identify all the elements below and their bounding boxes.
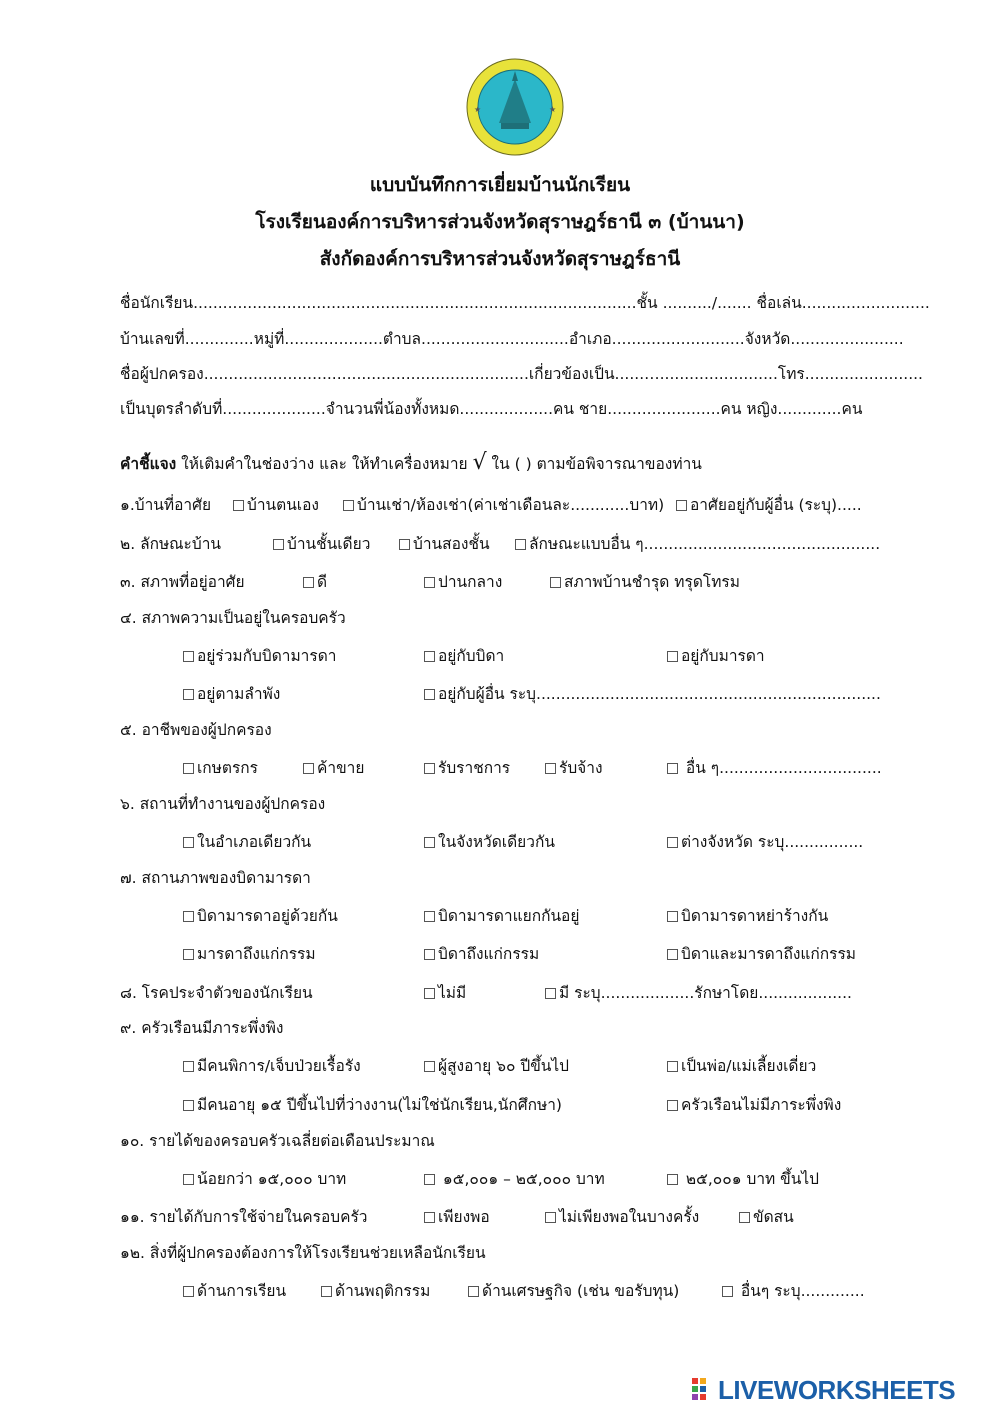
checkbox[interactable] (233, 500, 244, 511)
q12-label: ๑๒. สิ่งที่ผู้ปกครองต้องการให้โรงเรียนช่วยเหลือนักเรียน (120, 1244, 486, 1262)
q1-option-3[interactable]: อาศัยอยู่กับผู้อื่น (ระบุ)..... (676, 492, 862, 517)
q7-option-6[interactable]: บิดาและมารดาถึงแก่กรรม (667, 941, 856, 966)
instruction-text: ให้เติมคำในช่องว่าง และ ให้ทำเครื่องหมาย (181, 455, 468, 473)
address-line[interactable]: บ้านเลขที่..............หมู่ที่....................ตำบล..............................อำเภอ...........................จังหวัด....................... (120, 330, 904, 348)
checkbox[interactable] (183, 651, 194, 662)
instruction-text-2: ใน ( ) ตามข้อพิจารณาของท่าน (491, 455, 702, 473)
q6-option-3[interactable]: ต่างจังหวัด ระบุ................ (667, 829, 863, 854)
checkbox[interactable] (667, 911, 678, 922)
q5-option-4[interactable]: รับจ้าง (545, 755, 603, 780)
q3-option-3[interactable]: สภาพบ้านชำรุด ทรุดโทรม (550, 569, 740, 594)
q9-option-4[interactable]: มีคนอายุ ๑๕ ปีขึ้นไปที่ว่างงาน(ไม่ใช่นักเรียน,นักศึกษา) (183, 1092, 562, 1117)
q1-option-2[interactable]: บ้านเช่า/ห้องเช่า(ค่าเช่าเดือนละ............บาท) (343, 492, 664, 517)
checkbox[interactable] (424, 1212, 435, 1223)
checkmark-icon: √ (472, 450, 487, 475)
checkbox[interactable] (424, 949, 435, 960)
school-seal-icon (465, 57, 565, 157)
checkbox[interactable] (424, 837, 435, 848)
checkbox[interactable] (424, 577, 435, 588)
q9-option-3[interactable]: เป็นพ่อ/แม่เลี้ยงเดี่ยว (667, 1053, 816, 1078)
checkbox[interactable] (667, 651, 678, 662)
q10-option-2[interactable]: ๑๕,๐๐๑ – ๒๕,๐๐๐ บาท (424, 1166, 605, 1191)
checkbox[interactable] (183, 1061, 194, 1072)
affiliation: สังกัดองค์การบริหารส่วนจังหวัดสุราษฎร์ธานี (319, 248, 681, 270)
q10-option-1[interactable]: น้อยกว่า ๑๕,๐๐๐ บาท (183, 1166, 346, 1191)
q11-option-1[interactable]: เพียงพอ (424, 1204, 490, 1229)
checkbox[interactable] (424, 689, 435, 700)
q2-label: ๒. ลักษณะบ้าน (120, 535, 222, 553)
q11-option-2[interactable]: ไม่เพียงพอในบางครั้ง (545, 1204, 699, 1229)
q2-option-2[interactable]: บ้านสองชั้น (399, 531, 490, 556)
checkbox[interactable] (667, 949, 678, 960)
checkbox[interactable] (321, 1286, 332, 1297)
q5-option-1[interactable]: เกษตรกร (183, 755, 258, 780)
checkbox[interactable] (667, 1061, 678, 1072)
liveworksheets-logo-icon (692, 1378, 714, 1404)
checkbox[interactable] (468, 1286, 479, 1297)
q5-option-3[interactable]: รับราชการ (424, 755, 510, 780)
q4-option-1[interactable]: อยู่ร่วมกับบิดามารดา (183, 643, 337, 668)
q6-label: ๖. สถานที่ทำงานของผู้ปกครอง (120, 795, 326, 813)
q9-option-1[interactable]: มีคนพิการ/เจ็บป่วยเรื้อรัง (183, 1053, 361, 1078)
q6-option-1[interactable]: ในอำเภอเดียวกัน (183, 829, 311, 854)
instruction (120, 450, 702, 476)
q1-label: ๑.บ้านที่อาศัย (120, 496, 212, 514)
q4-option-3[interactable]: อยู่กับมารดา (667, 643, 765, 668)
form-title: แบบบันทึกการเยี่ยมบ้านนักเรียน (369, 174, 631, 196)
checkbox[interactable] (303, 763, 314, 774)
q5-option-5[interactable]: อื่น ๆ................................. (667, 755, 882, 780)
checkbox[interactable] (183, 911, 194, 922)
q11-option-3[interactable]: ขัดสน (739, 1204, 794, 1229)
checkbox[interactable] (515, 539, 526, 550)
checkbox[interactable] (424, 911, 435, 922)
q4-option-4[interactable]: อยู่ตามลำพัง (183, 681, 280, 706)
q12-option-4[interactable]: อื่นๆ ระบุ............. (722, 1278, 865, 1303)
q9-label: ๙. ครัวเรือนมีภาระพึ่งพิง (120, 1019, 284, 1037)
q12-option-3[interactable]: ด้านเศรษฐกิจ (เช่น ขอรับทุน) (468, 1278, 679, 1303)
checkbox[interactable] (676, 500, 687, 511)
q2-option-3[interactable]: ลักษณะแบบอื่น ๆ................................................ (515, 531, 880, 556)
q8-option-1[interactable]: ไม่มี (424, 980, 466, 1005)
checkbox[interactable] (303, 577, 314, 588)
watermark-text: LIVEWORKSHEETS (718, 1375, 956, 1405)
checkbox[interactable] (545, 763, 556, 774)
q2-option-1[interactable]: บ้านชั้นเดียว (273, 531, 370, 556)
checkbox[interactable] (424, 1174, 435, 1185)
q7-option-5[interactable]: บิดาถึงแก่กรรม (424, 941, 539, 966)
checkbox[interactable] (183, 763, 194, 774)
q3-option-2[interactable]: ปานกลาง (424, 569, 502, 594)
guardian-line[interactable]: ชื่อผู้ปกครอง..................................................................เกี่ยวข้องเป็น......…........................โทร........................ (120, 365, 923, 383)
q6-option-2[interactable]: ในจังหวัดเดียวกัน (424, 829, 555, 854)
q5-option-2[interactable]: ค้าขาย (303, 755, 364, 780)
checkbox[interactable] (550, 577, 561, 588)
q10-label: ๑๐. รายได้ของครอบครัวเฉลี่ยต่อเดือนประมาณ (120, 1132, 435, 1150)
q7-label: ๗. สถานภาพของบิดามารดา (120, 869, 311, 887)
checkbox[interactable] (183, 949, 194, 960)
checkbox[interactable] (667, 837, 678, 848)
instruction-label: คำชี้แจง (120, 455, 177, 473)
q8-label: ๘. โรคประจำตัวของนักเรียน (120, 984, 313, 1002)
checkbox[interactable] (739, 1212, 750, 1223)
checkbox[interactable] (273, 539, 284, 550)
school-name: โรงเรียนองค์การบริหารส่วนจังหวัดสุราษฎร์ธานี ๓ (บ้านนา) (255, 211, 745, 233)
q11-label: ๑๑. รายได้กับการใช้จ่ายในครอบครัว (120, 1208, 368, 1226)
checkbox[interactable] (183, 1174, 194, 1185)
q12-option-2[interactable]: ด้านพฤติกรรม (321, 1278, 430, 1303)
q3-label: ๓. สภาพที่อยู่อาศัย (120, 573, 245, 591)
q10-option-3[interactable]: ๒๕,๐๐๑ บาท ขึ้นไป (667, 1166, 819, 1191)
q8-option-2[interactable]: มี ระบุ...................รักษาโดย................... (545, 980, 852, 1005)
checkbox[interactable] (424, 988, 435, 999)
checkbox[interactable] (183, 837, 194, 848)
q7-option-4[interactable]: มารดาถึงแก่กรรม (183, 941, 316, 966)
svg-text:★: ★ (474, 105, 482, 114)
q4-option-5[interactable]: อยู่กับผู้อื่น ระบุ...................................................................... (424, 681, 881, 706)
checkbox[interactable] (399, 539, 410, 550)
checkbox[interactable] (343, 500, 354, 511)
checkbox[interactable] (667, 1100, 678, 1111)
checkbox[interactable] (183, 1100, 194, 1111)
student-info-line[interactable]: ชื่อนักเรียน..........................................................................................ชั้น ........../....... ชื่อเล่น.......................... (120, 294, 930, 312)
svg-text:★: ★ (549, 105, 557, 114)
checkbox[interactable] (545, 1212, 556, 1223)
q7-option-1[interactable]: บิดามารดาอยู่ด้วยกัน (183, 903, 338, 928)
sibling-line[interactable]: เป็นบุตรลำดับที่.....................จำนวนพี่น้องทั้งหมด...................คน ชาย.......................คน หญิง.............คน (120, 400, 863, 418)
checkbox[interactable] (183, 1286, 194, 1297)
q7-option-3[interactable]: บิดามารดาหย่าร้างกัน (667, 903, 828, 928)
checkbox[interactable] (667, 1174, 678, 1185)
checkbox[interactable] (722, 1286, 733, 1297)
checkbox[interactable] (424, 763, 435, 774)
q7-option-2[interactable]: บิดามารดาแยกกันอยู่ (424, 903, 579, 928)
q1-option-1[interactable]: บ้านตนเอง (233, 492, 319, 517)
checkbox[interactable] (424, 651, 435, 662)
checkbox[interactable] (545, 988, 556, 999)
q9-option-2[interactable]: ผู้สูงอายุ ๖๐ ปีขึ้นไป (424, 1053, 569, 1078)
q4-option-2[interactable]: อยู่กับบิดา (424, 643, 504, 668)
checkbox[interactable] (667, 763, 678, 774)
checkbox[interactable] (183, 689, 194, 700)
q5-label: ๕. อาชีพของผู้ปกครอง (120, 721, 272, 739)
q3-option-1[interactable]: ดี (303, 569, 327, 594)
q12-option-1[interactable]: ด้านการเรียน (183, 1278, 286, 1303)
q9-option-5[interactable]: ครัวเรือนไม่มีภาระพึ่งพิง (667, 1092, 841, 1117)
checkbox[interactable] (424, 1061, 435, 1072)
q4-label: ๔. สภาพความเป็นอยู่ในครอบครัว (120, 609, 346, 627)
